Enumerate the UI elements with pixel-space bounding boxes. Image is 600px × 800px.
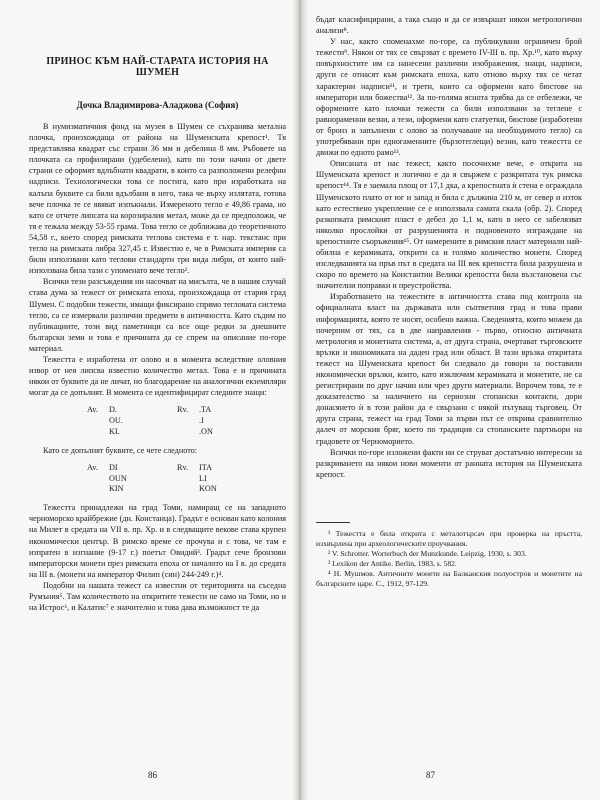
page-number-left: 86 [148, 770, 157, 780]
article-title: ПРИНОС КЪМ НАЙ-СТАРАТА ИСТОРИЯ НА ШУМЕН [46, 56, 269, 78]
right-paragraph-2: У нас, както споменахме по-горе, са публикувани ограничен брой тежести⁹. Някои от тях се свързват с времето IV-III в. пр. Хр.¹⁰, като върху повърхностите им са нанесени различни изображения, знаци, надписи, други се отнасят към римската епоха, като отново върху тях се четат характерни надписи¹¹, и трети, които са оформени като бюстове на императори или божества¹². За по-голяма яснота трябва да се отбележи, че оформените като плочки тежести са били използвани за теглене с равнораменни везни, а тези, оформени като статуетки, бюстове (изработени от бронз и запълнени с олово за получаване на необходимото тегло) са употребявани при едногаменните (бързотеглещи) везни, като тежестта се движи по едното рамо¹³. [316, 37, 582, 158]
table-row [87, 427, 243, 438]
identified-signs-table [87, 405, 243, 437]
right-paragraph-4: Изработването на тежестите в античността става под контрола на официалната власт на държавата или съответния град и това прави информацията, която те носят, особено важна. Сведенията, които можем да почерпим от тях, са в две направления - първо, относно античната метрология и монетната система, а, от друга страна, очертават търговските връзки и икономиката на даден град или област. В тази връзка откритата тежест на Шуменската крепост би следвало да говори за поставили икономически връзки, които, като изключим керамиката и монетите, не са регистрирани по друг начин или чрез други материали. Впрочем това, те е доказателство за наличието на сериозни стопански контакти, дори донасянето ѝ в този район да е свързано с някой пътуващ търговец. От друга страна, тежест на град Томи за първи път се открива сравнително далеч от морския бряг, което по традиция са стопанските партньори на градовете от Черноморието. [316, 292, 582, 446]
table-intro: Като се допълнят буквите, се чете следното: [43, 445, 198, 455]
table-row [87, 405, 243, 416]
left-paragraph-3: Тежестта е изработена от олово и в момента вследствие оловния извор от нея липсва известно количество метал. Това е и причината някои от буквите да не личат, но благодарение на аналогични екземпляри могат да се допълнят. В момента се идентифицират следните знаци: [29, 354, 286, 398]
reverse-label: Rv. [177, 462, 189, 472]
reverse-label: Rv. [177, 405, 189, 415]
footnote: ² V. Schrotter. Worterbuch der Munzkunde. Leipzig, 1930, s. 303. [328, 548, 527, 558]
page-number-right: 87 [426, 770, 435, 780]
obverse-sign: DI [109, 462, 118, 472]
footnote: ¹ Тежестта е била открита с металотърсач при проверка на пръстта, изхвърлена при археологическите проучвания. [316, 528, 582, 548]
obverse-sign: D. [109, 405, 117, 415]
book-gutter [292, 0, 308, 800]
left-paragraph-4: Тежестта принадлежи на град Томи, намиращ се на западното черноморско крайбрежие (дн. Констанца). Градът е основан като колония на Милет в средата на VII в. пр. Хр. и в следващите векове става крупен икономически център. В римско време се прочува и с това, че там е изпратен в изгнание (9-17 г.) поетът Овидий³. Градът сече бронзови императорски монети през римската епоха от началото на I в. до средата на III в. (монети на император Филип (син) 244-249 г.)⁴. [29, 503, 286, 579]
reverse-sign: .I [199, 416, 204, 426]
obverse-label: Av. [87, 462, 98, 472]
footnote-separator [316, 522, 350, 523]
reverse-sign: .TA [199, 405, 212, 415]
reverse-sign: LI [199, 473, 207, 483]
obverse-sign: KIN [109, 484, 124, 494]
right-paragraph-5: Всички по-горе изложени факти ни се струват достатъчно интересни за разкриването на някои нови моменти от ранната история на Шуменската крепост. [316, 447, 582, 479]
footnote: ⁴ Н. Мушмов. Античните монети на Балканския полуостров и монетите на българските царе. С., 1912, 97-129. [316, 568, 582, 588]
reverse-sign: ITA [199, 462, 212, 472]
right-paragraph-1: бъдат класифицирани, а така също и да се извършат някои метрологични анализи⁸. [316, 15, 582, 36]
right-paragraph-3: Описаната от нас тежест, както посочихме вече, е открита на Шуменската крепост и логично е да я свържем с разкритата тук римска крепост¹⁴. Тя е заемала площ от 17,1 дка, а крепостната ѝ стена е ограждала Шуменското плато от юг и запад и била с дължина 210 м, от север и изток като естествено укрепление се е използвала самата скала (обр. 2). Според разкопката римският пласт е дебел до 1,1 м, като в него се забелязват няколко прослойки от разрушенията и подновеното изграждане на крепостните съоръжения¹⁵. От намерените в римския пласт материали най-обилна е керамиката, открити са и голямо количество монети. Според изследванията на пръв път в средата на III век крепостта била разрушена и скоро по времето на Константин Велики крепостта била възстановена със значителни поправки и преустройства. [316, 159, 582, 291]
obverse-sign: OU. [109, 416, 123, 426]
reverse-sign: KON [199, 484, 217, 494]
right-page [300, 0, 600, 800]
obverse-sign: KI. [109, 426, 120, 436]
table-row [87, 484, 243, 495]
obverse-label: Av. [87, 405, 98, 415]
left-paragraph-5: Подобни на нашата тежест са известни от територията на съседна Румъния⁵. Там количеството на откритите тежести не само на Томи, но и на Истрос⁶, и Калатис⁷ е значително и това дава възможност те да [29, 580, 286, 613]
left-paragraph-2: Всички тези разсъждения ни насочват на мисълта, че в нашия случай става дума за тежест от римската епоха, произхождаща от стария град Шумен. С подобни тежести, имащи фиксирано спрямо тегловата система тегло, са се измервали различни предмети в античността. Като съдим по публикациите, този вид паметници са все още редки за днешните български земи и това е причината да се спрем на описание по-горе материал. [29, 277, 286, 353]
reverse-sign: .ON [199, 426, 213, 436]
article-author: Дочка Владимирова-Аладжова (София) [76, 100, 239, 110]
obverse-sign: OUN [109, 473, 127, 483]
footnote: ³ Lexikon der Antike. Berlin, 1983, s. 582. [328, 558, 457, 568]
completed-signs-table [87, 463, 243, 495]
left-paragraph-1: В нумизматичния фонд на музея в Шумен се съхранява метална плочка, произхождаща от района на Шуменската крепост¹. Тя представлява квадрат със страни 36 мм и дебелина 8 мм. Ръбовете на плочката са профилирани (удебелени), като по този начин от двете страни се оформят вдлъбнати квадрати, в които са разположени релефни надписи. Технологически това се постига, като при изработката на калъпа буквите са били вдълбани в него, така че върху излятата, готова вече плочка те се явяват изпъкнали. Измереното тегло е 49,86 грама, но като се отчете липсата на корозиралия метал, може да се предположи, че тя е тежала между 53-55 грама. Това тегло се доближава до теоретичното 54,58 г., което според римската теглова система е т. нар. текстанс при тегло на римската либра 327,45 г. Известно е, че в Римската империя са били използвани като теглови стандарти три вида либри, от които най-използвана била тази с упоменато вече тегло². [29, 122, 286, 276]
table-row [87, 474, 243, 485]
table-row [87, 416, 243, 427]
table-row [87, 463, 243, 474]
